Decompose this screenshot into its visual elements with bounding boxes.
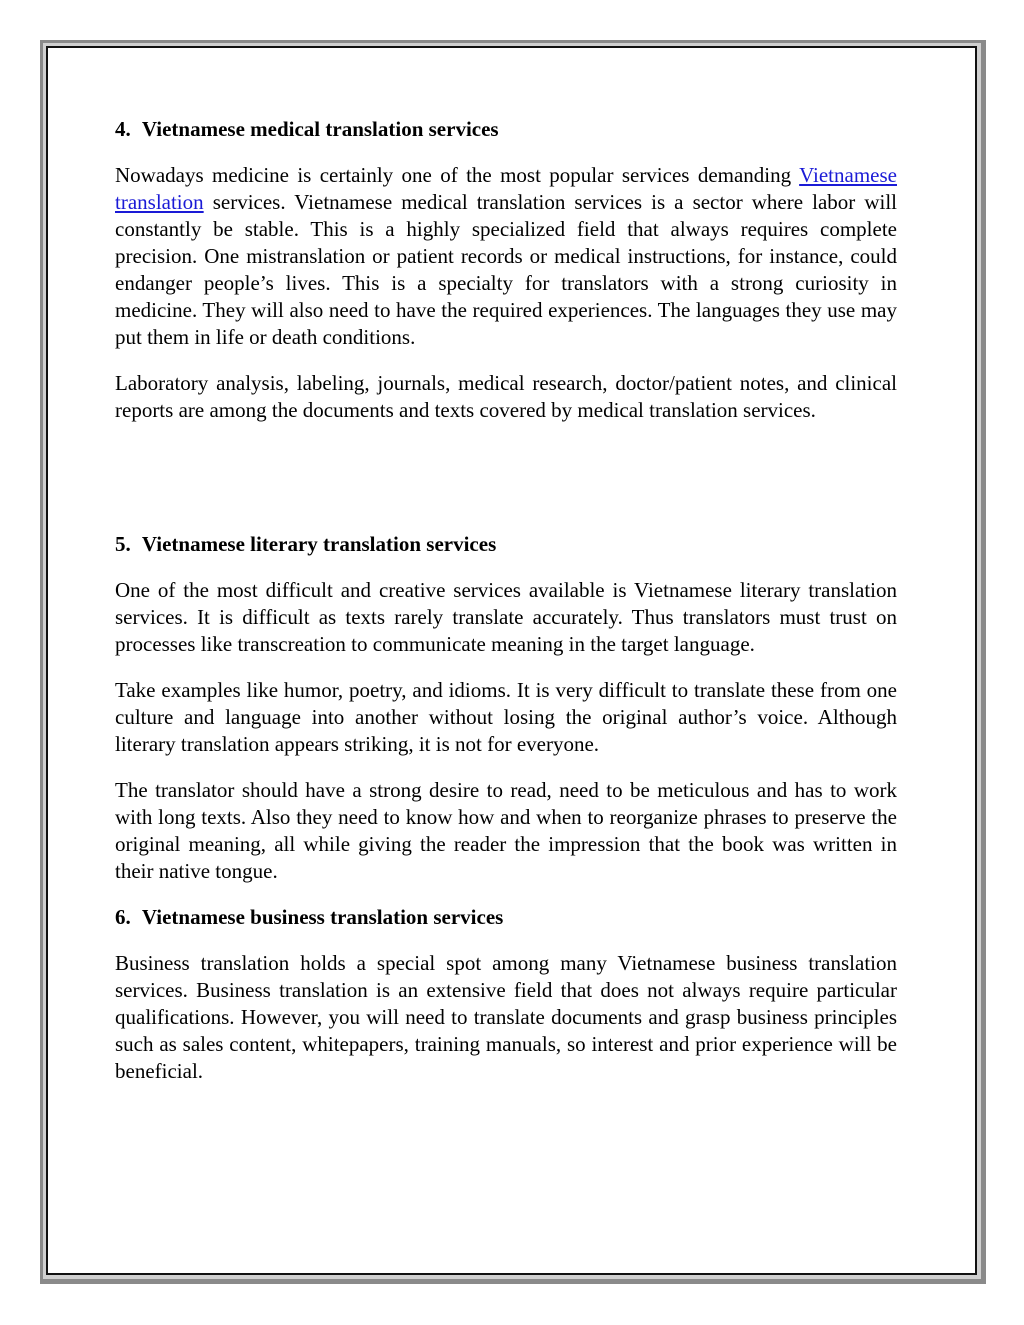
paragraph-literary-translator: The translator should have a strong desire to read, need to be meticulous and has to work with long texts. Also they need to know how and when to reorganize phrases to preserve the original meaning, all while giving the reader the impression that the book was written in their native tongue.	[115, 778, 897, 883]
paragraph-medical-documents: Laboratory analysis, labeling, journals, medical research, doctor/patient notes, and clinical reports are among the documents and texts covered by medical translation services.	[115, 371, 897, 422]
section-title: Vietnamese literary translation services	[141, 532, 497, 556]
section-number: 5.	[115, 532, 131, 556]
paragraph-medical-intro	[115, 162, 897, 351]
document-body	[115, 116, 897, 1104]
paragraph-literary-examples: Take examples like humor, poetry, and idioms. It is very difficult to translate these from one culture and language into another without losing the original author’s voice. Although literary translation appears striking, it is not for everyone.	[115, 678, 897, 756]
section-heading-business	[115, 904, 897, 931]
section-title: Vietnamese medical translation services	[141, 117, 499, 141]
vietnamese-translation-link[interactable]: Vietnamese translation	[115, 163, 897, 214]
page-frame-bevel	[43, 43, 981, 1279]
paragraph-text: Nowadays medicine is certainly one of the most popular services demanding	[115, 163, 800, 187]
section-heading-medical	[115, 116, 897, 143]
page-frame	[40, 40, 986, 1284]
paragraph-business-intro: Business translation holds a special spot among many Vietnamese business translation services. Business translation is an extensive field that does not always require particular qualifications. However, you will need to translate documents and grasp business principles such as sales content, whitepapers, training manuals, so interest and prior experience will be beneficial.	[115, 951, 897, 1083]
paragraph-literary-intro: One of the most difficult and creative services available is Vietnamese literary translation services. It is difficult as texts rarely translate accurately. Thus translators must trust on processes like transcreation to communicate meaning in the target language.	[115, 578, 897, 656]
section-number: 4.	[115, 117, 131, 141]
paragraph-text: services. Vietnamese medical translation services is a sector where labor will constantly be stable. This is a highly specialized field that always requires complete precision. One mistranslation or patient records or medical instructions, for instance, could endanger people’s lives. This is a specialty for translators with a strong curiosity in medicine. They will also need to have the required experiences. The languages they use may put them in life or death conditions.	[115, 190, 897, 349]
page	[46, 46, 977, 1275]
section-heading-literary	[115, 531, 897, 558]
section-title: Vietnamese business translation services	[141, 905, 504, 929]
section-number: 6.	[115, 905, 131, 929]
section-spacer	[115, 443, 897, 531]
